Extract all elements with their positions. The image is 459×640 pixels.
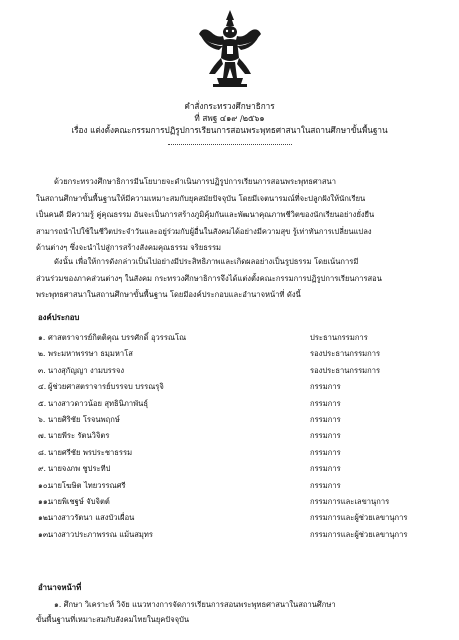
- list-item: [38, 330, 438, 346]
- list-item: [38, 428, 438, 444]
- order-number: ที่ สพฐ ๔๑๙ /๒๕๖๑: [194, 113, 265, 123]
- list-item: [38, 510, 438, 526]
- list-item: [38, 527, 438, 543]
- member-name: นางสุกัญญา งามบรรจง: [48, 365, 125, 375]
- member-number: ๔.: [38, 382, 47, 392]
- member-role: กรรมการและเลขานุการ: [310, 496, 390, 506]
- member-name: พระมหาพรรษา ธมฺมหาโส: [48, 349, 133, 359]
- member-role: กรรมการ: [310, 464, 341, 474]
- member-number: ๖.: [38, 414, 46, 424]
- list-item: [38, 445, 438, 461]
- member-name: นายพีระ รัตนวิจิตร: [48, 431, 110, 441]
- paragraph-purpose: [36, 254, 428, 304]
- paragraph-line: เป็นคนดี มีความรู้ คู่คุณธรรม อันจะเป็นการสร้างภูมิคุ้มกันและพัฒนาคุณภาพชีวิตของนักเรียนอย่างยั่งยืน: [36, 210, 375, 219]
- duty-line: ๑. ศึกษา วิเคราะห์ วิจัย แนวทางการจัดการเรียนการสอนพระพุทธศาสนาในสถานศึกษา: [54, 600, 336, 609]
- member-number: ๘.: [38, 447, 47, 457]
- member-role: กรรมการและผู้ช่วยเลขานุการ: [310, 513, 408, 523]
- member-number: ๒.: [38, 349, 46, 359]
- member-role: ประธานกรรมการ: [310, 333, 368, 342]
- paragraph-line: พระพุทธศาสนาในสถานศึกษาขั้นพื้นฐาน โดยมีองค์ประกอบและอำนาจหน้าที่ ดังนี้: [36, 290, 301, 299]
- member-role: กรรมการ: [310, 398, 341, 408]
- member-role: กรรมการ: [310, 447, 341, 457]
- list-item: [38, 396, 438, 412]
- member-role: รองประธานกรรมการ: [310, 349, 381, 359]
- member-name: ผู้ช่วยศาสตราจารย์บรรจบ บรรณรุจิ: [48, 382, 164, 392]
- member-role: กรรมการ: [310, 480, 341, 490]
- paragraph-line: สามารถนำไปใช้ในชีวิตประจำวันและอยู่ร่วมกับผู้อื่นในสังคมได้อย่างมีความสุข รู้เท่าทันการเปลี่ยนแปลง: [36, 226, 372, 236]
- duties-heading: อำนาจหน้าที่: [38, 583, 82, 592]
- member-name: นายจงภพ ชูประทีป: [48, 464, 111, 474]
- member-role: รองประธานกรรมการ: [310, 365, 381, 375]
- paragraph-line: ดังนั้น เพื่อให้การดังกล่าวเป็นไปอย่างมีประสิทธิภาพและเกิดผลอย่างเป็นรูปธรรม โดยเน้นการมี: [54, 257, 359, 266]
- member-name: นายศิริชัย โรจนพฤกษ์: [48, 414, 120, 424]
- member-name: ศาสตราจารย์กิตติคุณ บรรศักดิ์ อุวรรณโณ: [48, 333, 187, 342]
- divider-line: [168, 144, 292, 145]
- paragraph-line: ด้านต่างๆ ซึ่งจะนำไปสู่การสร้างสังคมคุณธรรม จริยธรรม: [36, 243, 222, 252]
- paragraph-intro: [36, 174, 428, 257]
- order-title: คำสั่งกระทรวงศึกษาธิการ: [184, 101, 275, 111]
- paragraph-line: ในสถานศึกษาขั้นพื้นฐานให้มีความเหมาะสมกับยุคสมัยปัจจุบัน โดยมีเจตนารมณ์ที่จะปลูกฝังให้นักเรียน: [36, 193, 366, 203]
- list-item: [38, 461, 438, 477]
- member-number: ๓.: [38, 365, 46, 375]
- member-name: นายศรีชัย พรประชาธรรม: [48, 447, 133, 457]
- list-item: [38, 478, 438, 494]
- duties-list: [36, 597, 428, 627]
- member-number: ๑๓.: [38, 529, 51, 539]
- member-number: ๑.: [38, 333, 46, 342]
- member-number: ๑๐.: [38, 480, 50, 490]
- list-item: [38, 494, 438, 510]
- paragraph-line: ส่วนร่วมของภาคส่วนต่างๆ ในสังคม กระทรวงศึกษาธิการจึงได้แต่งตั้งคณะกรรมการปฏิรูปการเรียนการสอน: [36, 273, 382, 283]
- member-number: ๕.: [38, 398, 47, 408]
- member-number: ๑๒.: [38, 513, 51, 523]
- duty-line: ขั้นพื้นฐานที่เหมาะสมกับสังคมไทยในยุคปัจจุบัน: [36, 615, 190, 624]
- member-role: กรรมการและผู้ช่วยเลขานุการ: [310, 529, 408, 539]
- member-number: ๙.: [38, 464, 46, 474]
- member-name: นายพิเชฐษ์ จับจิตต์: [48, 496, 110, 506]
- paragraph-line: ด้วยกระทรวงศึกษาธิการมีนโยบายจะดำเนินการปฏิรูปการเรียนการสอนพระพุทธศาสนา: [54, 177, 337, 186]
- members-list: [38, 330, 438, 543]
- member-role: กรรมการ: [310, 431, 341, 441]
- members-heading: องค์ประกอบ: [38, 313, 80, 322]
- member-role: กรรมการ: [310, 382, 341, 392]
- member-name: นางสาวดาวน้อย สุทธินิภาพันธุ์: [48, 398, 148, 408]
- list-item: [38, 379, 438, 395]
- list-item: [38, 363, 438, 379]
- order-subject: เรื่อง แต่งตั้งคณะกรรมการปฏิรูปการเรียนการสอนพระพุทธศาสนาในสถานศึกษาขั้นพื้นฐาน: [71, 125, 388, 135]
- list-item: [38, 412, 438, 428]
- member-number: ๗.: [38, 431, 47, 441]
- list-item: [38, 346, 438, 362]
- member-number: ๑๑.: [38, 496, 51, 506]
- member-name: นายโฆษิต ไทยวรรณศรี: [48, 480, 126, 490]
- member-role: กรรมการ: [310, 414, 341, 424]
- garuda-emblem: [197, 8, 263, 90]
- member-name: นางสาวรัตนา แสงบัวเผื่อน: [48, 513, 135, 523]
- member-name: นางสาวประภาพรรณ แม้นสมุทร: [48, 529, 154, 539]
